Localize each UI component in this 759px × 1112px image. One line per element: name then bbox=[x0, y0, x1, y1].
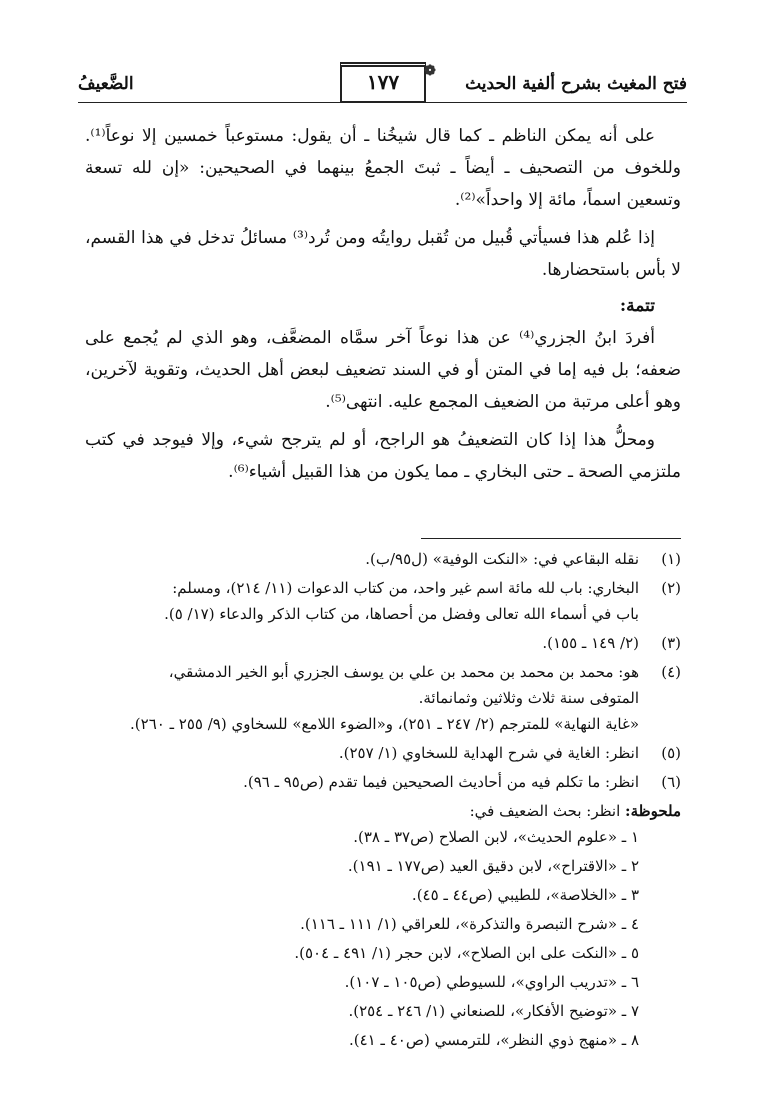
footnote-line: انظر: ما تكلم فيه من أحاديث الصحيحين فيما تقدم (ص٩٥ ـ ٩٦). bbox=[243, 773, 639, 791]
footnote bbox=[85, 546, 681, 572]
footnote-line: المتوفى سنة ثلاث وثلاثين وثمانمائة. bbox=[418, 689, 639, 707]
main-text bbox=[85, 120, 681, 492]
footnote-number: (١) bbox=[661, 550, 681, 568]
footnote bbox=[85, 740, 681, 766]
page-number-box bbox=[340, 62, 436, 103]
footnote-line: هو: محمد بن محمد بن محمد بن علي بن يوسف الجزري أبو الخير الدمشقي، bbox=[168, 663, 639, 681]
reference-item: ٦ ـ «تدريب الراوي»، للسيوطي (ص١٠٥ ـ ١٠٧). bbox=[344, 973, 639, 991]
section-heading: تتمة: bbox=[619, 296, 655, 316]
footnotes bbox=[85, 546, 681, 1056]
paragraph-1: على أنه يمكن الناظم ـ كما قال شيخُنا ـ أن يقول: مستوعباً خمسين إلا نوعاً⁽¹⁾. وللخوف من التصحيف ـ أيضاً ـ ثبتَ الجمعُ بينهما في الصحيحين: «إن لله تسعة وتسعين اسماً، مائة إلا واحداً»⁽²⁾. bbox=[85, 126, 681, 210]
footnote-number: (٦) bbox=[661, 773, 681, 791]
book-title: فتح المغيث بشرح ألفية الحديث bbox=[465, 74, 687, 94]
footnote bbox=[85, 630, 681, 656]
remark bbox=[85, 798, 681, 824]
remark-text: انظر: بحث الضعيف في: bbox=[469, 802, 621, 820]
footnote-number: (٢) bbox=[661, 579, 681, 597]
header-rule bbox=[78, 102, 687, 103]
paragraph-2: إذا عُلم هذا فسيأتي قُبيل من تُقبل روايتُه ومن تُرد⁽³⁾ مسائلُ تدخل في هذا القسم، لا بأس باستحضارها. bbox=[85, 228, 681, 280]
reference-item: ٧ ـ «توضيح الأفكار»، للصنعاني (١/ ٢٤٦ ـ ٢٥٤). bbox=[348, 1002, 639, 1020]
reference-item: ٥ ـ «النكت على ابن الصلاح»، لابن حجر (١/ ٤٩١ ـ ٥٠٤). bbox=[294, 944, 639, 962]
paragraph-3: أفردَ ابنُ الجزري⁽⁴⁾ عن هذا نوعاً آخر سمَّاه المضعَّف، وهو الذي لم يُجمع على ضعفه؛ بل فيه إما في المتن أو في السند تضعيف لبعض أهل الحديث، وتقوية لآخرين، وهو أعلى مرتبة من الضعيف المجمع عليه. انتهى⁽⁵⁾. bbox=[85, 328, 681, 412]
footnote-line: (٢/ ١٤٩ ـ ١٥٥). bbox=[542, 634, 639, 652]
reference-item: ٤ ـ «شرح التبصرة والتذكرة»، للعراقي (١/ ١١١ ـ ١١٦). bbox=[300, 915, 639, 933]
reference-item: ١ ـ «علوم الحديث»، لابن الصلاح (ص٣٧ ـ ٣٨). bbox=[353, 828, 639, 846]
reference-item: ٣ ـ «الخلاصة»، للطيبي (ص٤٤ ـ ٤٥). bbox=[411, 886, 639, 904]
reference-item: ٨ ـ «منهج ذوي النظر»، للترمسي (ص٤٠ ـ ٤١). bbox=[349, 1031, 639, 1049]
footnote-line: البخاري: باب لله مائة اسم غير واحد، من كتاب الدعوات (١١/ ٢١٤)، ومسلم: bbox=[172, 579, 639, 597]
ornament-icon: ❁ bbox=[424, 63, 436, 79]
footnote bbox=[85, 769, 681, 795]
page-header bbox=[78, 62, 687, 102]
footnote bbox=[85, 659, 681, 737]
footnote-rule bbox=[421, 538, 681, 539]
page-number: ١٧٧ bbox=[366, 70, 400, 94]
footnote-line: باب في أسماء الله تعالى وفضل من أحصاها، من كتاب الذكر والدعاء (١٧/ ٥). bbox=[164, 605, 639, 623]
reference-item: ٢ ـ «الاقتراح»، لابن دقيق العيد (ص١٧٧ ـ ١٩١). bbox=[347, 857, 639, 875]
footnote-number: (٣) bbox=[661, 634, 681, 652]
remark-label: ملحوظة: bbox=[625, 802, 681, 820]
chapter-title: الضَّعيفُ bbox=[78, 74, 134, 94]
footnote-line: نقله البقاعي في: «النكت الوفية» (ل٩٥/ب). bbox=[365, 550, 639, 568]
footnote-number: (٥) bbox=[661, 744, 681, 762]
footnote-line: «غاية النهاية» للمترجم (٢/ ٢٤٧ ـ ٢٥١)، و«الضوء اللامع» للسخاوي (٩/ ٢٥٥ ـ ٢٦٠). bbox=[130, 715, 639, 733]
footnote-number: (٤) bbox=[661, 663, 681, 681]
footnote-line: انظر: الغاية في شرح الهداية للسخاوي (١/ ٢٥٧). bbox=[338, 744, 639, 762]
paragraph-4: ومحلُّ هذا إذا كان التضعيفُ هو الراجح، أو لم يترجح شيء، وإلا فيوجد في كتب ملتزمي الصحة ـ حتى البخاري ـ مما يكون من هذا القبيل أشياء⁽⁶⁾. bbox=[85, 430, 681, 482]
footnote bbox=[85, 575, 681, 627]
